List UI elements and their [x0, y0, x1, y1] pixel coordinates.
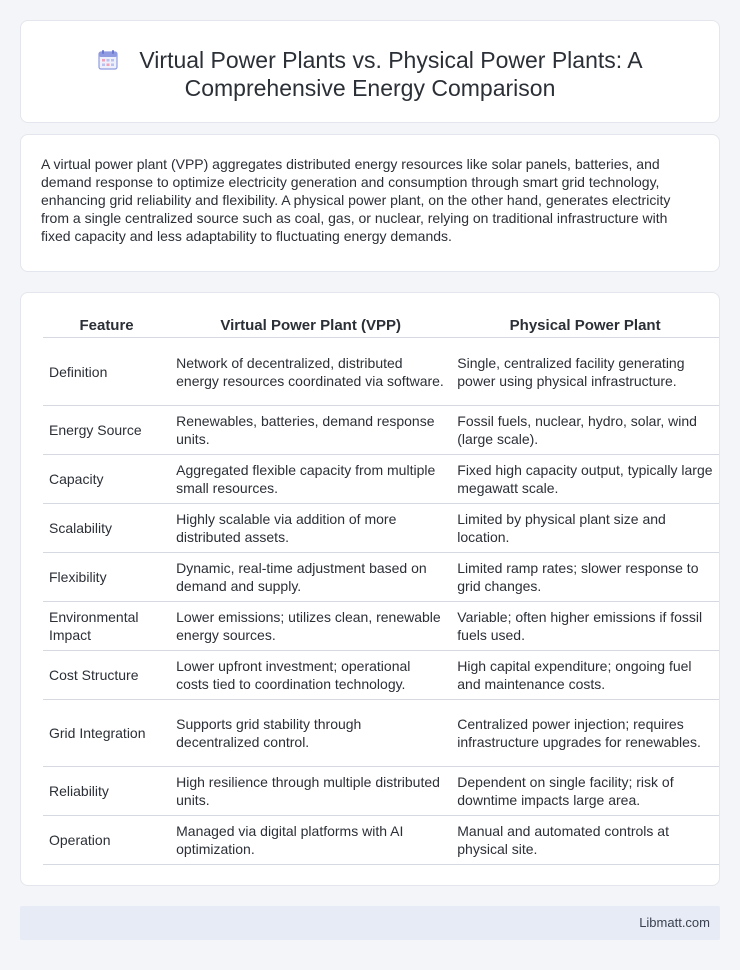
- comparison-card: [20, 292, 720, 886]
- table-row: [43, 651, 719, 700]
- vpp-cell: Renewables, batteries, demand response units.: [170, 406, 451, 455]
- physical-cell: Fixed high capacity output, typically large megawatt scale.: [451, 455, 719, 504]
- title-card: [20, 20, 720, 123]
- feature-cell: Definition: [43, 338, 170, 406]
- feature-cell: Environmental Impact: [43, 602, 170, 651]
- intro-paragraph: A virtual power plant (VPP) aggregates distributed energy resources like solar panels, batteries, and demand response to optimize electricity generation and consumption through smart grid technology, enhancing grid reliability and flexibility. A physical power plant, on the other hand, generates electricity from a single centralized source such as coal, gas, or nuclear, relying on traditional infrastructure with fixed capacity and less adaptability to fluctuating energy demands.: [41, 156, 671, 244]
- vpp-cell: Supports grid stability through decentralized control.: [170, 700, 451, 767]
- feature-cell: Capacity: [43, 455, 170, 504]
- comparison-table: [43, 316, 719, 865]
- vpp-cell: High resilience through multiple distributed units.: [170, 767, 451, 816]
- table-row: [43, 700, 719, 767]
- feature-cell: Flexibility: [43, 553, 170, 602]
- table-row: [43, 338, 719, 406]
- page-title: Virtual Power Plants vs. Physical Power Plants: A Comprehensive Energy Comparison: [139, 47, 643, 101]
- physical-cell: Fossil fuels, nuclear, hydro, solar, wind (large scale).: [451, 406, 719, 455]
- table-row: [43, 455, 719, 504]
- table-row: [43, 504, 719, 553]
- table-row: [43, 406, 719, 455]
- vpp-cell: Network of decentralized, distributed energy resources coordinated via software.: [170, 338, 451, 406]
- feature-cell: Energy Source: [43, 406, 170, 455]
- table-header-row: [43, 316, 719, 338]
- physical-cell: High capital expenditure; ongoing fuel and maintenance costs.: [451, 651, 719, 700]
- physical-cell: Limited by physical plant size and location.: [451, 504, 719, 553]
- vpp-cell: Aggregated flexible capacity from multiple small resources.: [170, 455, 451, 504]
- vpp-cell: Lower upfront investment; operational costs tied to coordination technology.: [170, 651, 451, 700]
- feature-cell: Cost Structure: [43, 651, 170, 700]
- page-title-wrap: [21, 46, 719, 102]
- vpp-cell: Highly scalable via addition of more distributed assets.: [170, 504, 451, 553]
- calendar-icon: [97, 49, 119, 71]
- physical-cell: Single, centralized facility generating power using physical infrastructure.: [451, 338, 719, 406]
- physical-cell: Centralized power injection; requires infrastructure upgrades for renewables.: [451, 700, 719, 767]
- table-row: [43, 767, 719, 816]
- vpp-cell: Lower emissions; utilizes clean, renewable energy sources.: [170, 602, 451, 651]
- header-vpp: Virtual Power Plant (VPP): [170, 316, 451, 338]
- header-physical: Physical Power Plant: [451, 316, 719, 338]
- header-feature: Feature: [43, 316, 170, 338]
- footer-site-link[interactable]: Libmatt.com: [639, 915, 710, 930]
- feature-cell: Grid Integration: [43, 700, 170, 767]
- feature-cell: Scalability: [43, 504, 170, 553]
- footer-bar: [20, 906, 720, 940]
- physical-cell: Dependent on single facility; risk of downtime impacts large area.: [451, 767, 719, 816]
- physical-cell: Limited ramp rates; slower response to grid changes.: [451, 553, 719, 602]
- vpp-cell: Dynamic, real-time adjustment based on demand and supply.: [170, 553, 451, 602]
- physical-cell: Variable; often higher emissions if fossil fuels used.: [451, 602, 719, 651]
- feature-cell: Reliability: [43, 767, 170, 816]
- table-row: [43, 553, 719, 602]
- table-row: [43, 816, 719, 865]
- feature-cell: Operation: [43, 816, 170, 865]
- intro-card: [20, 134, 720, 272]
- physical-cell: Manual and automated controls at physical site.: [451, 816, 719, 865]
- table-row: [43, 602, 719, 651]
- vpp-cell: Managed via digital platforms with AI optimization.: [170, 816, 451, 865]
